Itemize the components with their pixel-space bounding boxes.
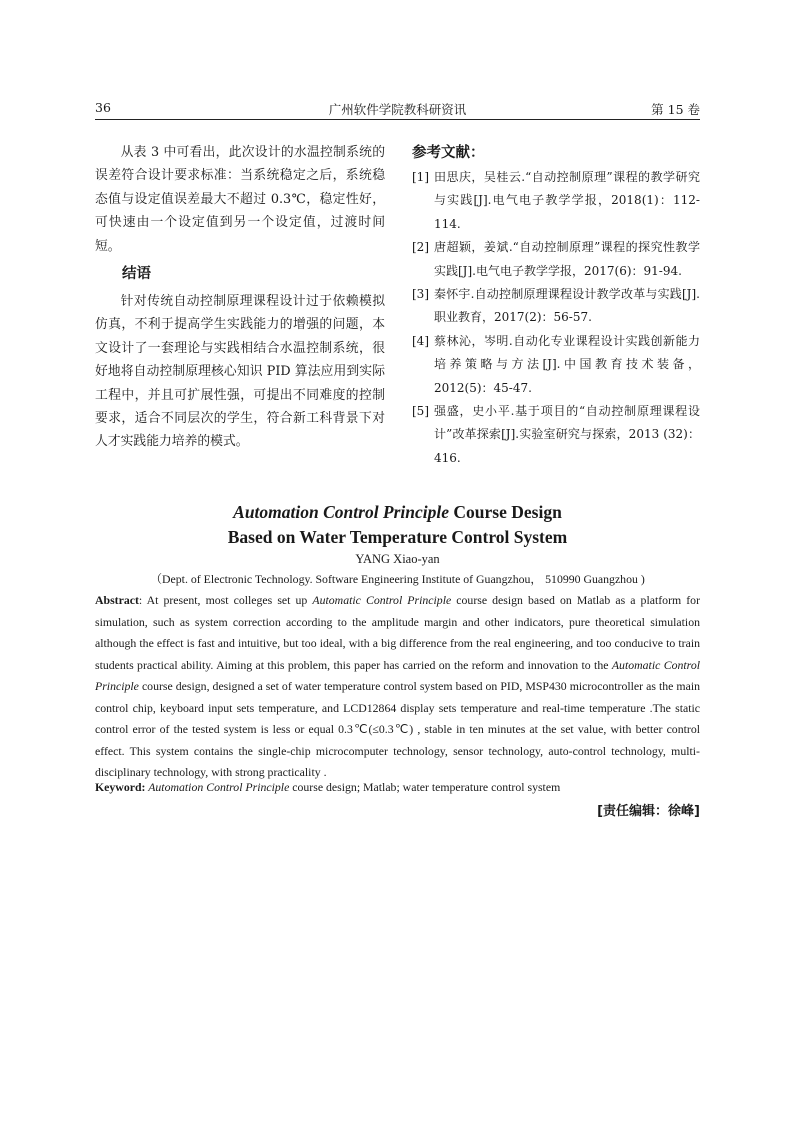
left-column <box>95 141 385 454</box>
english-title-italic: Automation Control Principle <box>233 502 450 522</box>
abstract-text-3: course design, designed a set of water temperature control system based on PID, MSP430 microcontroller as the main control chip, keyboard input sets temperature, and LCD12864 display sets temperature and real-time temperature .The static control error of the tested system is less or equal 0.3℃(≤0.3℃) , stable in ten minutes at the set value, with better control effect. This system contains the single-chip microcomputer technology, sensor technology, auto-control technology, multi-disciplinary technology, with strong practicality . <box>95 679 700 779</box>
reference-number: [3] <box>412 287 429 302</box>
reference-number: [5] <box>412 404 429 419</box>
conclusion-heading: 结语 <box>122 266 151 283</box>
reference-number: [4] <box>412 333 429 348</box>
abstract-italic-2: Automatic Control Principle <box>95 657 700 693</box>
english-title-line-1 <box>95 500 700 525</box>
abstract-text-1: : At present, most colleges set up <box>138 593 313 607</box>
english-abstract <box>95 590 700 784</box>
keyword-label: Keyword: <box>95 780 146 794</box>
keyword-italic: Automation Control Principle <box>145 780 290 794</box>
volume-label: 第 15 卷 <box>651 102 700 117</box>
english-title-line-2: Based on Water Temperature Control System <box>227 527 568 547</box>
reference-number: [2] <box>412 240 429 255</box>
reference-item <box>412 236 700 283</box>
english-title <box>95 500 700 550</box>
english-title-rest: Course Design <box>449 502 562 522</box>
page-number: 36 <box>95 100 111 115</box>
author-name: YANG Xiao-yan <box>355 552 440 566</box>
reference-item <box>412 166 700 236</box>
reference-text: 强盛，史小平.基于项目的“自动控制原理课程设计”改革探索[J].实验室研究与探索，2013 (32)：416. <box>434 404 700 465</box>
references-column <box>412 141 700 470</box>
journal-title: 广州软件学院教科研资讯 <box>328 102 467 117</box>
abstract-label: Abstract <box>95 593 139 607</box>
abstract-text-2: course design based on Matlab as a platform for simulation, such as system correction according to the amplitude margin and other indicators, pure theoretical simulation although the effect is fast and intuitive, but too ideal, with a big difference from the real engineering, and too conducive to train students practical ability. Aiming at this problem, this paper has carried on the reform and innovation to the <box>95 593 701 672</box>
reference-text: 唐超颖，姜斌.“自动控制原理”课程的探究性教学实践[J].电气电子教学学报，2017(6)：91-94. <box>434 240 700 278</box>
reference-text: 蔡林沁，岑明.自动化专业课程设计实践创新能力培养策略与方法[J].中国教育技术装备，2012(5)：45-47. <box>434 333 700 395</box>
abstract-italic-1: Automatic Control Principle <box>312 593 452 607</box>
responsible-editor: [责任编辑：徐峰] <box>597 804 700 819</box>
english-keywords <box>95 778 700 796</box>
reference-item <box>412 283 700 330</box>
references-heading: 参考文献： <box>412 145 485 161</box>
header-rule <box>95 119 700 120</box>
conclusion-paragraph-1: 从表 3 中可看出，此次设计的水温控制系统的误差符合设计要求标准：当系统稳定之后，系统稳态值与设定值误差最大不超过 0.3℃，稳定性好，可快速由一个设定值到另一个设定值，过渡时间短。 <box>95 145 385 254</box>
reference-item <box>412 330 700 400</box>
reference-number: [1] <box>412 170 429 184</box>
conclusion-paragraph-2: 针对传统自动控制原理课程设计过于依赖模拟仿真，不利于提高学生实践能力的增强的问题，本文设计了一套理论与实践相结合水温控制系统，很好地将自动控制原理核心知识 PID 算法应用到实际工程中，并且可扩展性强，可提出不同难度的控制要求，适合不同层次的学生，符合新工科背景下对人才实践能力培养的模式。 <box>95 294 385 450</box>
reference-item <box>412 400 700 470</box>
author-affiliation: （Dept. of Electronic Technology. Software Engineering Institute of Guangzhou， 510990 Guangzhou ) <box>150 572 645 586</box>
reference-text: 秦怀宇.自动控制原理课程设计教学改革与实践[J].职业教育，2017(2)：56-57. <box>434 287 700 325</box>
keyword-text: course design; Matlab; water temperature control system <box>289 780 561 794</box>
reference-text: 田思庆，吴桂云.“自动控制原理”课程的教学研究与实践[J].电气电子教学学报，2018(1)：112-114. <box>434 170 700 231</box>
page-header <box>95 100 700 118</box>
